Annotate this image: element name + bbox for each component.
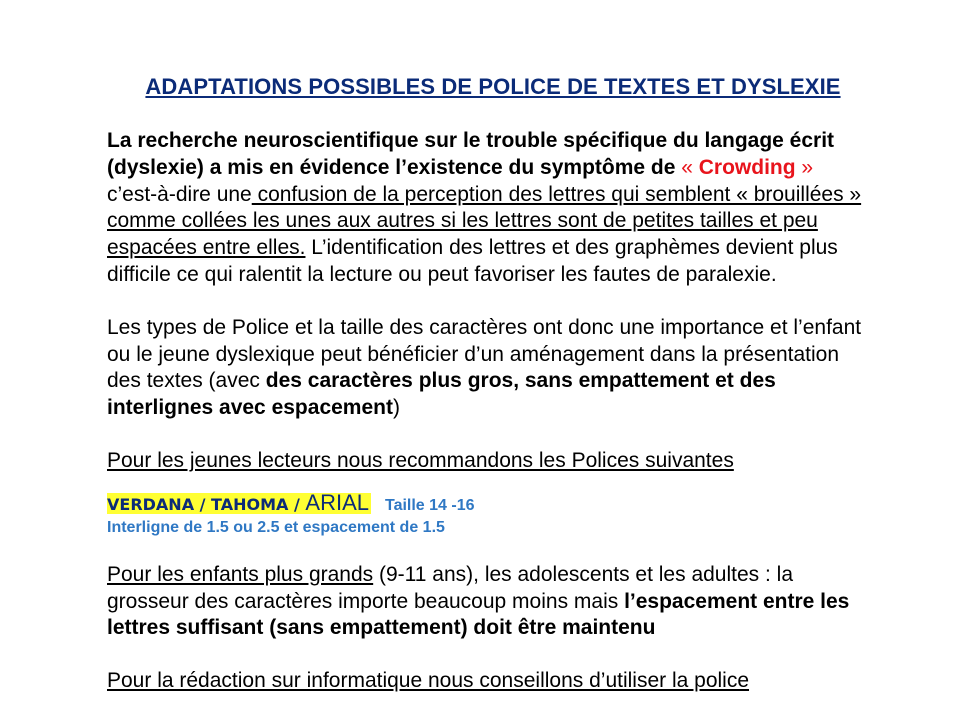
paragraph-crowding bbox=[107, 128, 867, 289]
paragraph-older-readers bbox=[107, 562, 867, 642]
spacing-recommendation: Interligne de 1.5 ou 2.5 et espacement de 1.5 bbox=[107, 518, 445, 536]
bold-recommendation: des caractères plus gros, sans empattement et des interlignes avec espacement bbox=[107, 369, 776, 420]
plain-text: (9-11 ans), les adolescents et les adultes : la grosseur des caractères importe beaucoup moins mais bbox=[107, 562, 794, 613]
paragraph-computer-writing bbox=[107, 668, 867, 695]
plain-text: c’est-à-dire une bbox=[107, 182, 252, 206]
document-title: ADAPTATIONS POSSIBLES DE POLICE DE TEXTES ET DYSLEXIE bbox=[145, 74, 841, 99]
document-page bbox=[107, 74, 867, 695]
font-size-recommendation: Taille 14 -16 bbox=[384, 496, 475, 514]
quote-open: « bbox=[681, 155, 699, 179]
crowding-term: Crowding bbox=[698, 155, 796, 179]
young-readers-heading: Pour les jeunes lecteurs nous recommandons les Polices suivantes bbox=[107, 448, 734, 472]
older-readers-heading: Pour les enfants plus grands bbox=[107, 562, 374, 586]
quote-close: » bbox=[795, 155, 814, 179]
plain-text: Les types de Police et la taille des caractères ont donc une importance et l’enfant ou le jeune dyslexique peut bénéficier d’un aménagement dans la présentation des textes (avec bbox=[107, 315, 862, 393]
closing-paren: ) bbox=[392, 396, 400, 420]
recommended-fonts-line bbox=[107, 491, 867, 518]
bold-intro-text: La recherche neuroscientifique sur le trouble spécifique du langage écrit (dyslexie) a mis en évidence l’existence du symptôme de bbox=[107, 129, 835, 179]
paragraph-young-readers bbox=[107, 448, 867, 475]
font-names-highlight bbox=[107, 489, 371, 515]
underlined-definition: confusion de la perception des lettres qui semblent « brouillées » comme collées les unes aux autres si les lettres sont de petites tailles et peu espacées entre elles. bbox=[107, 182, 862, 260]
arial-label: ARIAL bbox=[305, 489, 369, 515]
verdana-tahoma-label: VERDANA / TAHOMA / bbox=[107, 494, 306, 514]
bold-spacing-note: l’espacement entre les lettres suffisant (sans empattement) doit être maintenu bbox=[107, 589, 850, 640]
plain-text-continued: L’identification des lettres et des graphèmes devient plus difficile ce qui ralentit la lecture ou peut favoriser les fautes de paralexie. bbox=[107, 236, 838, 286]
paragraph-font-types bbox=[107, 315, 867, 422]
computer-writing-text: Pour la rédaction sur informatique nous conseillons d’utiliser la police bbox=[107, 669, 750, 693]
